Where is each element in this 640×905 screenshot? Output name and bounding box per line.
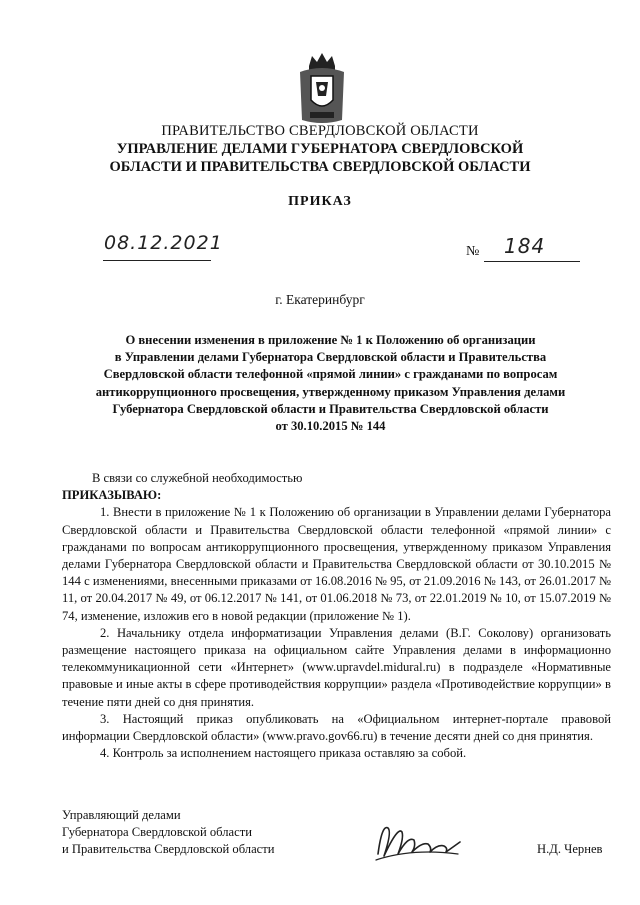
city-line: г. Екатеринбург	[275, 292, 365, 307]
order-paragraph-3: 3. Настоящий приказ опубликовать на «Официальном интернет-портале правовой информации Свердловской области» (www.pravo.gov66.ru) в течение десяти дней со дня принятия.	[62, 711, 611, 744]
coat-of-arms-emblem	[296, 50, 348, 124]
date-underline	[103, 260, 211, 261]
body-intro: В связи со служебной необходимостью	[92, 471, 303, 485]
number-underline	[484, 261, 580, 262]
subject-line: О внесении изменения в приложение № 1 к Положению об организации	[125, 333, 536, 347]
subject-line: антикоррупционного просвещения, утвержденному приказом Управления делами	[95, 384, 566, 399]
signer-position	[62, 807, 275, 859]
order-paragraph-4: 4. Контроль за исполнением настоящего приказа оставляю за собой.	[100, 746, 467, 761]
subject-line: Губернатора Свердловской области и Правительства Свердловской области	[112, 401, 549, 416]
order-subject	[78, 332, 583, 435]
government-title: ПРАВИТЕЛЬСТВО СВЕРДЛОВСКОЙ ОБЛАСТИ	[161, 123, 479, 139]
document-type: ПРИКАЗ	[288, 194, 352, 209]
document-number: 184	[504, 234, 546, 258]
signer-position-line: и Правительства Свердловской области	[62, 842, 275, 857]
number-label: №	[466, 244, 480, 259]
subject-line: Свердловской области телефонной «прямой линии» с гражданами по вопросам	[103, 367, 558, 382]
signer-name: Н.Д. Чернев	[537, 842, 603, 856]
subject-line: от 30.10.2015 № 144	[275, 419, 386, 434]
order-body	[62, 470, 611, 762]
department-title-line-2: ОБЛАСТИ И ПРАВИТЕЛЬСТВА СВЕРДЛОВСКОЙ ОБЛАСТИ	[109, 159, 531, 175]
signer-position-line: Управляющий делами	[62, 808, 181, 822]
subject-line: в Управлении делами Губернатора Свердловской области и Правительства	[114, 350, 547, 365]
order-paragraph-1: 1. Внести в приложение № 1 к Положению об организации в Управлении делами Губернатора Свердловской области и Правительства Свердловской области телефонной «прямой линии» с гражданами по вопросам антикоррупционного просвещения, утвержденному приказом Управления делами Губернатора Свердловской области и Правительства Свердловской области от 30.10.2015 № 144 с изменениями, внесенными приказами от 16.08.2016 № 95, от 21.09.2016 № 143, от 26.01.2017 № 11, от 20.04.2017 № 49, от 06.12.2017 № 141, от 01.06.2018 № 73, от 22.01.2019 № 10, от 15.07.2019 № 74, изменение, изложив его в новой редакции (приложение № 1).	[62, 505, 611, 623]
signer-position-line: Губернатора Свердловской области	[62, 825, 252, 840]
order-paragraph-2: 2. Начальнику отдела информатизации Управления делами (В.Г. Соколову) организовать размещение настоящего приказа на официальном сайте Управления делами в информационно телекоммуникационной сети «Интернет» (www.upravdel.midural.ru) в подразделе «Нормативные правовые и иные акты в сфере противодействия коррупции» раздела «Противодействие коррупции» в течение пяти дней со дня принятия.	[62, 625, 611, 709]
order-keyword: ПРИКАЗЫВАЮ:	[62, 488, 162, 503]
document-date: 08.12.2021	[104, 232, 223, 254]
handwritten-signature	[372, 818, 464, 866]
department-title-line-1: УПРАВЛЕНИЕ ДЕЛАМИ ГУБЕРНАТОРА СВЕРДЛОВСКОЙ	[116, 141, 524, 157]
